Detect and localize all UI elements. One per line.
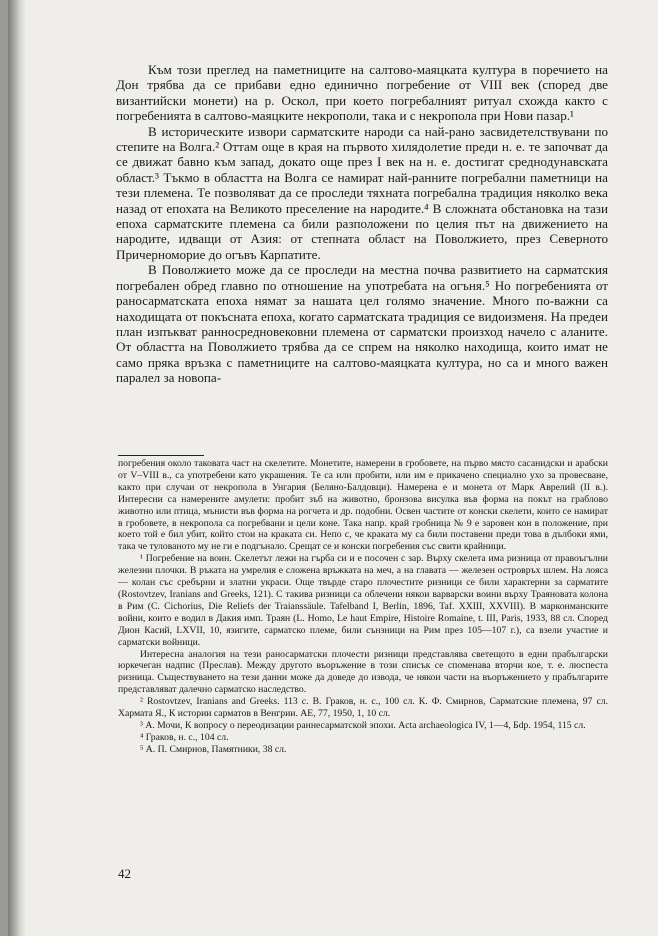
footnote-4: ⁴ Граков, н. с., 104 сл. — [140, 731, 229, 743]
footnote-1-cont: Интересна аналогия на тези раносарматски плочести ризници представлява светещото в едни прабългарски юркечеган надпис (Преслав). Между другото въоръжение в този списък се споменава вторчи кое, т. е. люспеста ризница. Съществуването на тези данни може да доведе до извода, че някои части на въоръжението у прабългарите представляват далечно сарматско наследство. — [118, 648, 608, 696]
footnote-3: ³ А. Мочи, К вопросу о переодизации раннесарматской эпохи. Acta archaeologica IV, 1—4, Бdр. 1954, 115 сл. — [140, 719, 586, 731]
main-text — [116, 62, 608, 386]
footnote-separator — [118, 455, 204, 456]
page-number: 42 — [118, 866, 131, 881]
paragraph-1: Към този преглед на паметниците на салтово-маяцката култура в поречието на Дон трябва да се прибави едно единично погребение от VIII век (според две византийски монети) на р. Оскол, при което погребалният ритуал схожда както с погребенията в салтово-маяцките некрополи, така и с некропола при Нови пазар.¹ — [116, 62, 608, 124]
paragraph-2: В историческите извори сарматските народи са най-рано засвидетелствувани по степите на Волга.² Оттам още в края на първото хилядолетие преди н. е. те започват да се движат бавно към запад, докато още през I век на н. е. достигат среднодунавската област.³ Тъкмо в областта на Волга се намират най-ранните погребални паметници на тези племена. Те позволяват да се проследи тяхната погребална традиция няколко века назад от епохата на Великото преселение на народите.⁴ В сложната обстановка на тази епоха сарматските племена са били разположени по целия път на движението на народите, идващи от Азия: от степната област на Поволжието, през Северното Причерноморие до огъвъ Карпатите. — [116, 123, 608, 262]
footnote-5: ⁵ А. П. Смирнов, Памятники, 38 сл. — [140, 743, 287, 755]
footnote-2: ² Rostovtzev, Iranians and Greeks. 113 с. В. Граков, н. с., 100 сл. К. Ф. Смирнов, Сарматские племена, 97 сл. Хармата Я., К истории сарматов в Венгрии. АЕ, 77, 1950, 1, 10 сл. — [118, 696, 608, 720]
footnotes — [118, 458, 608, 756]
footnote-continuation: погребения около таковата част на скелетите. Монетите, намерени в гробовете, на първо място сасанидски и арабски от V–VIII в., са употребени като украшения. Те са или пробити, или им е прикачено специално ухо за провесване, както при случаи от некропола в Унгария (Беляно-Балдовци). Намерена е и монета от Марк Аврелий (II в.). Интересни са намерените амулети: пробит зъб на животно, бронзова висулка във форма на покът на граблово животно или птица, мънисти във форма на рогчета и др. подобни. Освен частите от конски скелети, които се намират в гробовете, в некропола са погребвани и цели коне. Така напр. край гробница № 9 е заровен кон в положение, при което той е бил убит, който стои на краката си. Непо с, че краката му са били поставени преди това в дълбоки ями, така че тулованото му не ги е подгънало. Срещат се и конски погребения със свити крайници. — [118, 458, 608, 553]
paragraph-3: В Поволжието може да се проследи на местна почва развитието на сарматския погребален обред главно по отношение на употребата на огъня.⁵ Но погребенията от раносарматската епоха нямат за нашата цел голямо значение. Много по-важни са находищата от покъсната епоха, когато сарматската традиция се видоизменя. На предеи план изпъкват ранносредновековни племена от сарматски произход начело с аланите. От областта на Поволжието трябва да се спрем на няколко находища, които имат не само пряка връзка с паметниците на салтово-маяцката култура, но са и много важен паралел за новопа- — [116, 262, 608, 386]
footnote-1: ¹ Погребение на воин. Скелетът лежи на гърба си и е посочен с зар. Върху скелета има ризница от правоъгълни железни плочки. В ръката на умрелия е сложена връжката на меч, а на главата — железен островръх шлем. На лоясa — колан със сребърни и златни украси. Още твърде старо плочестите ризници се били характерни за сарматите (Rostovtzev, Iranians and Greeks, 121). С такива ризници са облечени някои варварски воини върху Траяновата колона в Рим (C. Cichorius, Die Reliefs der Traianssäule. Tafelband I, Berlin, 1896, Taf. XXIII, XXVIII). В марконманските войни, които е водил в Дакия имп. Траян (L. Homo, Le haut Empire, Histoire Romaine, t. III, Paris, 1933, 88 сл. Според Дион Касий, LXVII, 10, язигите, сарматско племе, били сънзници на Рим през 105—107 г.), са взели участие и сарматски войници. — [118, 553, 608, 648]
book-page — [8, 0, 658, 936]
